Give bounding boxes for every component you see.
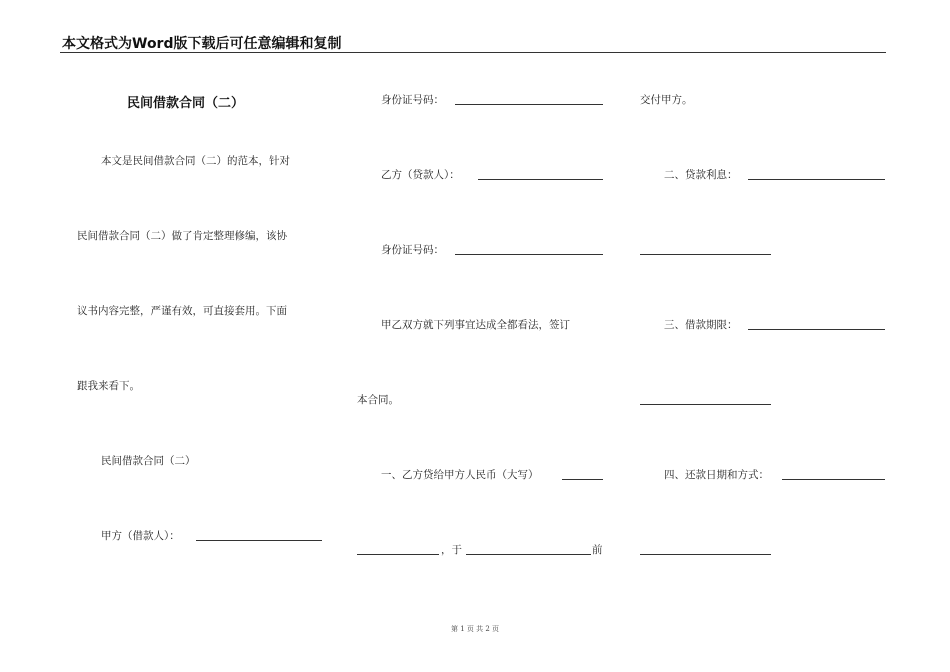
clause-3-blank-2 bbox=[640, 404, 771, 405]
clause-1-date-blank bbox=[466, 554, 591, 555]
header-rule bbox=[60, 52, 886, 53]
clause-1-date-label: ，于 bbox=[441, 544, 462, 556]
clause-3-blank bbox=[748, 329, 885, 330]
clause-1-amount-blank-2 bbox=[357, 554, 439, 555]
party-a-label: 甲方（借款人）： bbox=[101, 530, 180, 542]
document-header: 本文格式为Word版下载后可任意编辑和复制 bbox=[62, 36, 342, 52]
contract-subtitle: 民间借款合同（二） bbox=[101, 455, 196, 467]
intro-line-3: 议书内容完整，严谨有效，可直接套用。下面 bbox=[77, 305, 287, 317]
party-b-blank bbox=[478, 179, 603, 180]
id-number-b-label: 身份证号码： bbox=[381, 244, 444, 256]
party-b-label: 乙方（贷款人）： bbox=[381, 169, 460, 181]
agreement-line-1: 甲乙双方就下列事宜达成全都看法，签订 bbox=[381, 319, 570, 331]
clause-4-blank-2 bbox=[640, 554, 771, 555]
clause-1-label: 一、乙方贷给甲方人民币（大写） bbox=[381, 469, 539, 481]
clause-1-before: 前 bbox=[592, 544, 603, 556]
clause-2-blank-2 bbox=[640, 254, 771, 255]
clause-4-label: 四、还款日期和方式： bbox=[664, 469, 769, 481]
page-footer: 第 1 页 共 2 页 bbox=[450, 625, 500, 633]
id-number-a-label: 身份证号码： bbox=[381, 94, 444, 106]
id-number-a-blank bbox=[455, 104, 603, 105]
clause-2-blank bbox=[748, 179, 885, 180]
clause-4-blank bbox=[782, 479, 885, 480]
clause-3-label: 三、借款期限： bbox=[664, 319, 738, 331]
intro-line-1: 本文是民间借款合同（二）的范本，针对 bbox=[101, 155, 290, 167]
agreement-line-2: 本合同。 bbox=[357, 394, 399, 406]
clause-2-label: 二、贷款利息： bbox=[664, 169, 738, 181]
clause-1-amount-blank bbox=[562, 479, 603, 480]
contract-title: 民间借款合同（二） bbox=[127, 96, 245, 111]
intro-line-4: 跟我来看下。 bbox=[77, 380, 140, 392]
party-a-blank bbox=[196, 540, 322, 541]
deliver-text: 交付甲方。 bbox=[640, 94, 693, 106]
intro-line-2: 民间借款合同（二）做了肯定整理修编，该协 bbox=[77, 230, 287, 242]
id-number-b-blank bbox=[455, 254, 603, 255]
